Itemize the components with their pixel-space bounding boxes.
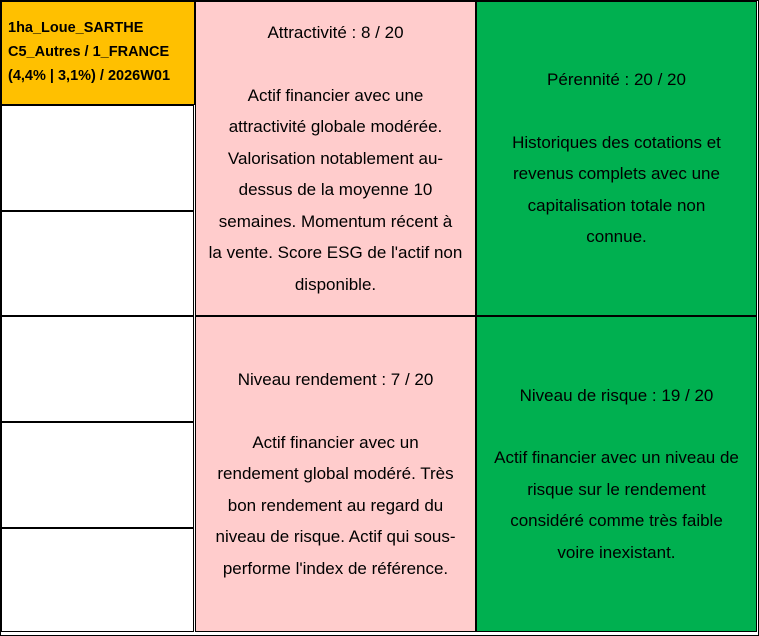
empty-cell-1 xyxy=(1,105,194,211)
empty-cell-5 xyxy=(1,528,194,632)
attractivite-line: dessus de la moyenne 10 xyxy=(238,180,433,199)
rendement-line: performe l'index de référence. xyxy=(222,558,449,578)
perennite-line: Historiques des cotations et xyxy=(512,132,721,152)
rendement-line: bon rendement au regard du xyxy=(227,495,444,515)
attractivite-panel xyxy=(195,1,476,316)
perennite-title: Pérennité : 20 / 20 xyxy=(547,70,686,90)
perennite-line: revenus complets avec une xyxy=(513,164,720,184)
attractivite-line: Actif financier avec une xyxy=(247,85,424,105)
asset-category: C5_Autres / 1_FRANCE xyxy=(8,44,170,60)
asset-header-cell xyxy=(1,1,195,105)
risque-line: Actif financier avec un niveau de xyxy=(494,448,739,468)
rendement-description xyxy=(215,427,455,585)
attractivite-line: semaines. Momentum récent à xyxy=(218,211,453,231)
empty-cell-4 xyxy=(1,422,194,528)
rendement-title: Niveau rendement : 7 / 20 xyxy=(237,370,434,389)
risque-panel xyxy=(476,316,757,632)
rendement-line: Actif financier avec un xyxy=(252,432,419,452)
asset-name: 1ha_Loue_SARTHE xyxy=(8,20,144,36)
rendement-line: niveau de risque. Actif qui sous- xyxy=(215,527,456,546)
risque-description xyxy=(494,442,739,568)
perennite-description xyxy=(512,127,721,253)
attractivite-title: Attractivité : 8 / 20 xyxy=(267,23,404,42)
attractivite-description xyxy=(209,80,463,301)
attractivite-line: la vente. Score ESG de l'actif non xyxy=(208,243,463,262)
perennite-line: capitalisation totale non xyxy=(527,195,706,215)
attractivite-line: attractivité globale modérée. xyxy=(228,117,443,136)
risque-title: Niveau de risque : 19 / 20 xyxy=(519,385,714,405)
risque-line: risque sur le rendement xyxy=(527,479,706,499)
rendement-panel xyxy=(195,316,476,632)
empty-cell-2 xyxy=(1,211,194,316)
asset-rates-week: (4,4% | 3,1%) / 2026W01 xyxy=(8,68,171,84)
attractivite-line: disponible. xyxy=(294,274,377,294)
perennite-line: connue. xyxy=(586,227,647,247)
rendement-line: rendement global modéré. Très xyxy=(217,464,454,483)
risque-line: voire inexistant. xyxy=(557,542,676,562)
risque-line: considéré comme très faible xyxy=(510,511,723,531)
empty-cell-3 xyxy=(1,316,194,422)
attractivite-line: Valorisation notablement au- xyxy=(227,148,444,168)
perennite-panel xyxy=(476,1,757,316)
